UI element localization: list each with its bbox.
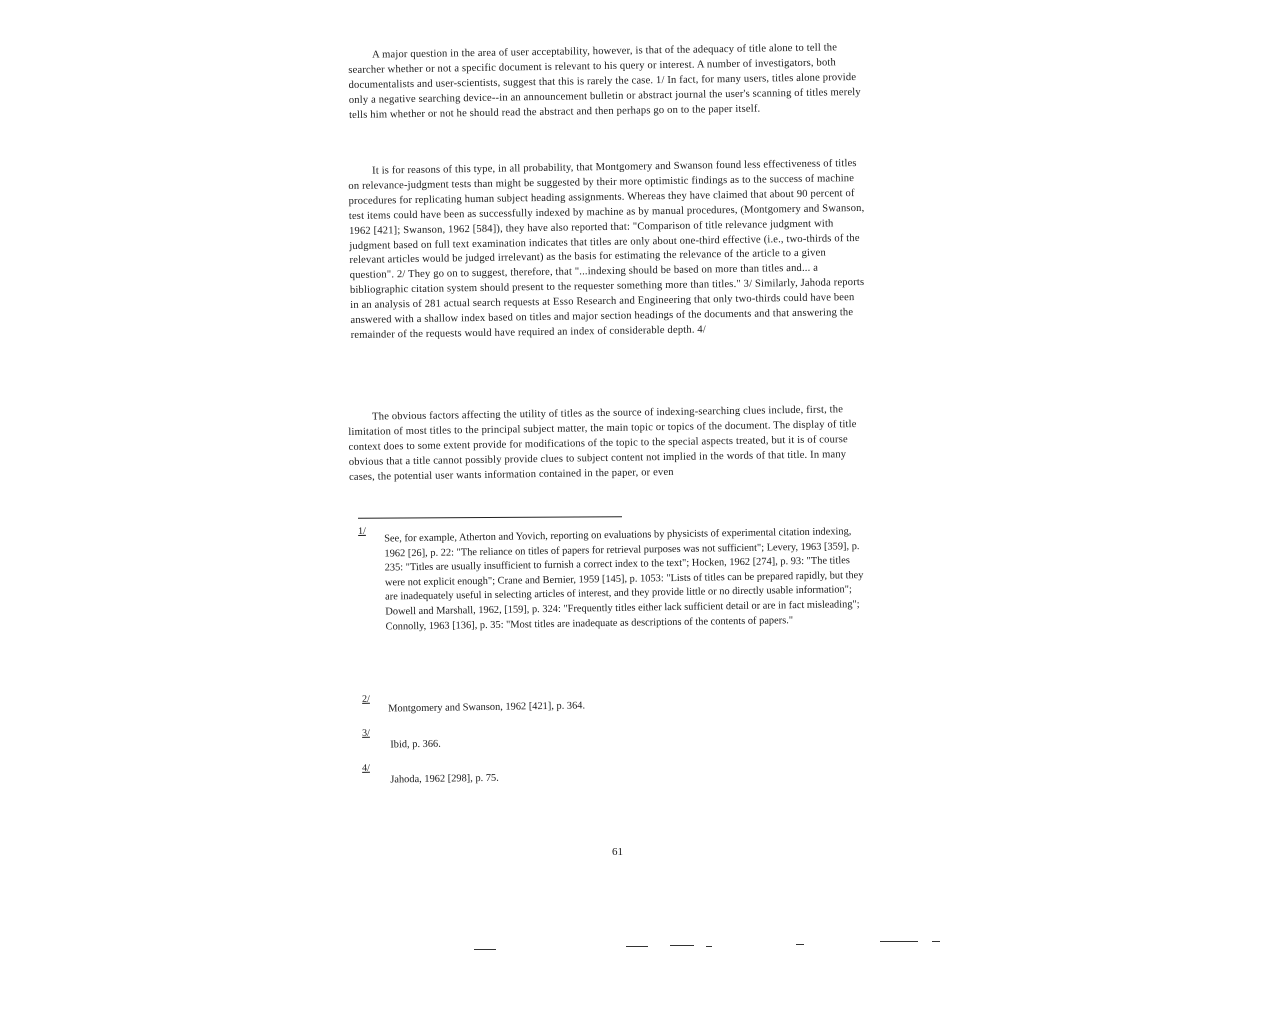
footnote-text: Montgomery and Swanson, 1962 [421], p. 364. bbox=[388, 700, 586, 715]
paragraph-2 bbox=[348, 157, 871, 344]
scan-artifact-line bbox=[706, 946, 712, 947]
footnote-2 bbox=[356, 685, 868, 715]
footnote-mark: 4/ bbox=[362, 762, 370, 774]
page-number: 61 bbox=[612, 846, 623, 858]
footnote-separator bbox=[358, 516, 622, 518]
paragraph-text: A major question in the area of user acceptability, however, is that of the adequacy of title alone to tell the searcher whether or not a specific document is relevant to his query or interest. A number of investigators, both documentalists and user-scientists, suggest that this is rarely the case. 1/ In fact, for many users, titles alone provide only a negative searching device--in an announcement bulletin or abstract journal the user's scanning of titles merely tells him whether or not he should read the abstract and then perhaps go on to the paper itself. bbox=[348, 42, 861, 121]
footnote-4 bbox=[356, 754, 868, 786]
scan-artifact-line bbox=[932, 941, 940, 942]
footnote-mark: 2/ bbox=[362, 693, 370, 705]
scan-artifact-line bbox=[670, 945, 694, 946]
footnote-text: Ibid, p. 366. bbox=[390, 738, 441, 751]
scan-artifact-line bbox=[796, 944, 804, 945]
footnote-text: Jahoda, 1962 [298], p. 75. bbox=[390, 772, 499, 786]
footnote-mark: 3/ bbox=[362, 727, 370, 739]
paragraph-text: It is for reasons of this type, in all probability, that Montgomery and Swanson found less effectiveness of titles on relevance-judgment tests than might be suggested by their more optimistic findings as to the success of machine procedures for replicating human subject heading assignments. Whereas they have claimed that about 90 percent of test items could have been as successfully indexed by machine as by manual procedures, (Montgomery and Swanson, 1962 [421]; Swanson, 1962 [584]), they have also reported that: "Comparison of title relevance judgment with judgment based on full text examination indicates that titles are only about one-third effective (i.e., two-thirds of the relevant articles would be judged irrelevant) as the basis for estimating the relevance of the article to a given question". 2/ They go on to suggest, therefore, that "...indexing should be based on more than titles and... a bibliographic citation system should present to the requester something more than titles." 3/ Similarly, Jahoda reports in an analysis of 281 actual search requests at Esso Research and Engineering that only two-thirds could have been answered with a shallow index based on titles and major section headings of the documents and that answering the remainder of the requests would have required an index of considerable depth. 4/ bbox=[348, 158, 865, 341]
paragraph-1 bbox=[348, 41, 869, 124]
footnote-3 bbox=[356, 719, 868, 751]
paragraph-text: The obvious factors affecting the utility of titles as the source of indexing-searching clues include, first, the limitation of most titles to the principal subject matter, the main topic or topics of the document. The display of title context does to some extent provide for modifications of the topic to the special aspects treated, but it is of course obvious that a title cannot possibly provide clues to subject content not implied in the words of that title. In many cases, the potential user wants information contained in the paper, or even bbox=[348, 404, 857, 483]
paragraph-3 bbox=[348, 403, 869, 486]
footnote-text: See, for example, Atherton and Yovich, reporting on evaluations by physicists of experimental citation indexing, 1962 [26], p. 22: "The reliance on titles of papers for retrieval purposes was not sufficient"; Levery, 1963 [359], p. 235: "Titles are usually insufficient to furnish a correct index to the text"; Hocken, 1962 [274], p. 93: "The titles were not explicit enough"; Crane and Bernier, 1959 [145], p. 1053: "Lists of titles can be prepared rapidly, but they are inadequately useful in selecting articles of interest, and they provide little or no directly usable information"; Dowell and Marshall, 1962, [159], p. 324: "Frequently titles either lack sufficient detail or are in fact misleading"; Connolly, 1963 [136], p. 35: "Most titles are inadequate as descriptions of the contents of papers." bbox=[384, 526, 864, 633]
scan-artifact-line bbox=[474, 949, 496, 950]
footnote-mark: 1/ bbox=[358, 525, 366, 537]
scan-artifact-line bbox=[880, 941, 918, 942]
scan-artifact-line bbox=[626, 946, 648, 947]
